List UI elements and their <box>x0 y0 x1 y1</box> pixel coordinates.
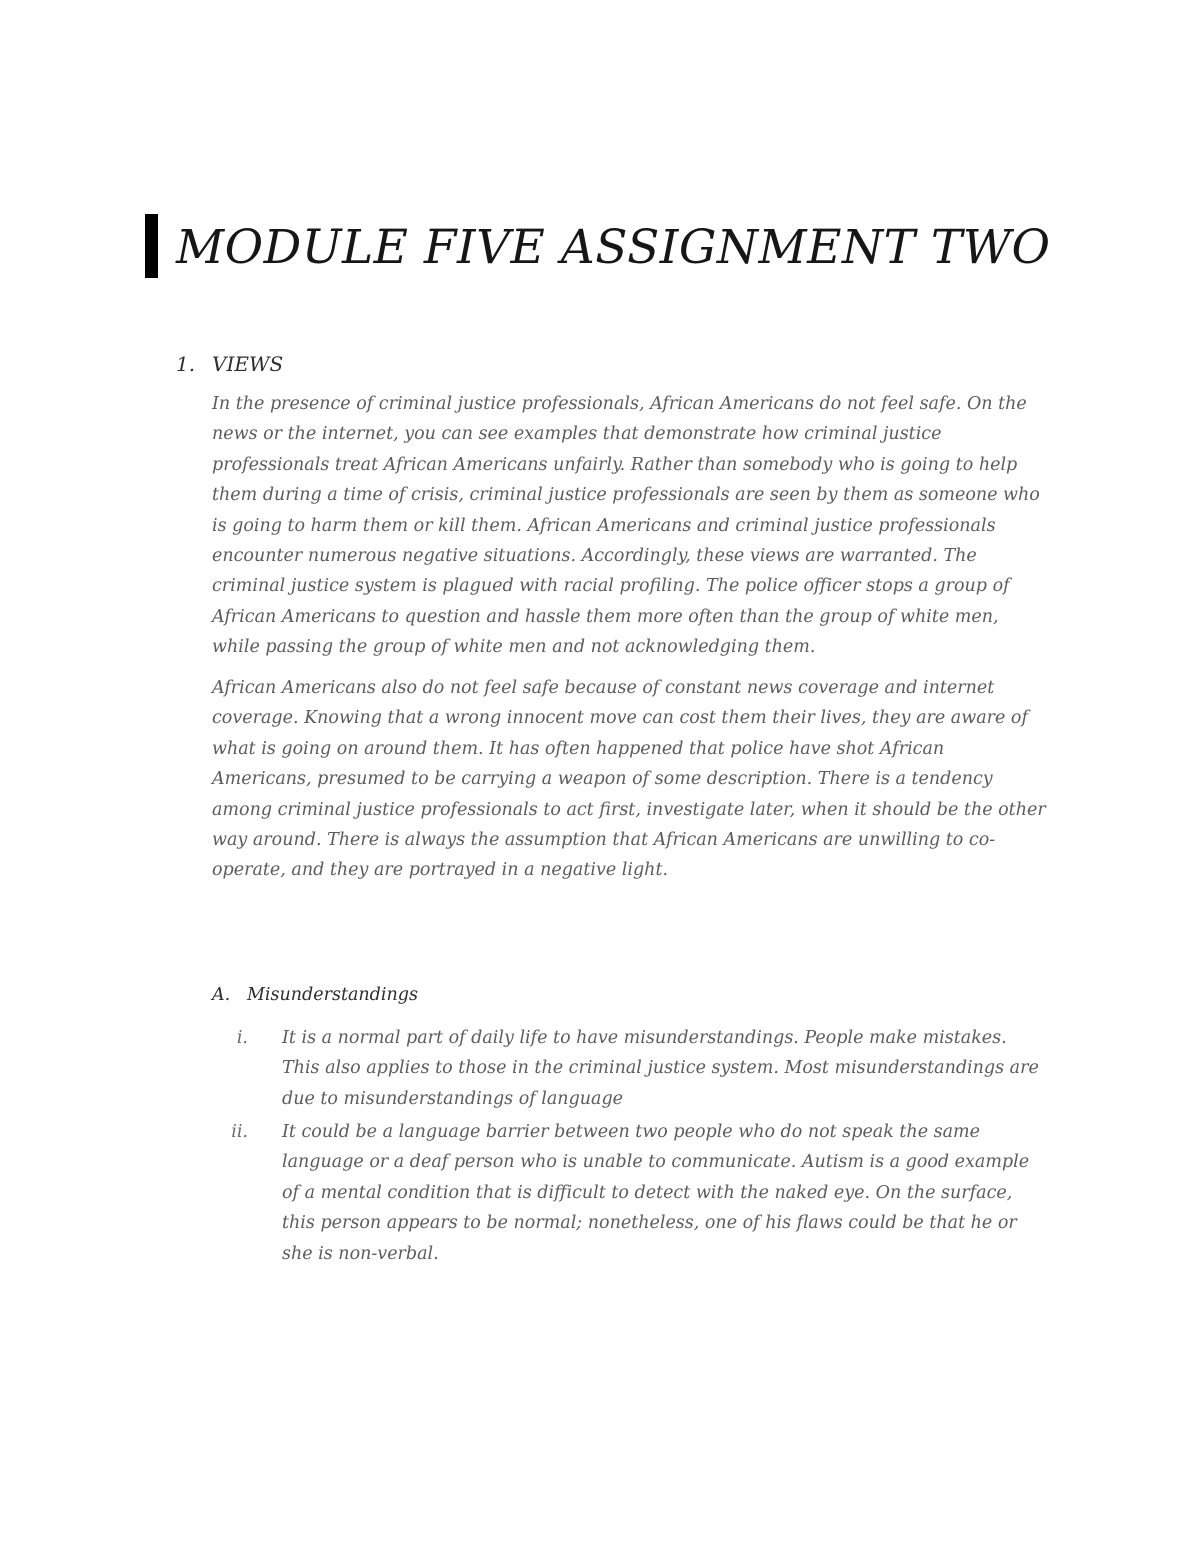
roman-list <box>212 1023 1042 1114</box>
title-accent-bar <box>145 214 158 278</box>
roman-list <box>212 1117 1042 1269</box>
subsection-heading <box>212 980 418 1010</box>
paragraph: African Americans also do not feel safe because of constant news coverage and internet coverage. Knowing that a wrong innocent move can cost them their lives, they are aware of what is going on around them. It has often happened that police have shot African Americans, presumed to be carrying a weapon of some description. There is a tendency among criminal justice professionals to act first, investigate later, when it should be the other way around. There is always the assumption that African Americans are unwilling to co-operate, and they are portrayed in a negative light. <box>212 678 1046 881</box>
section-views <box>176 348 1036 380</box>
section-heading <box>176 348 1036 380</box>
section-title: VIEWS <box>212 352 284 376</box>
list-item-text: It is a normal part of daily life to have misunderstandings. People make mistakes. This also applies to those in the criminal justice system. Most misunderstandings are due to misunderstandings of language <box>282 1028 1039 1109</box>
list-item-text: It could be a language barrier between two people who do not speak the same language or a deaf person who is unable to communicate. Autism is a good example of a mental condition that is difficult to detect with the naked eye. On the surface, this person appears to be normal; nonetheless, one of his flaws could be that he or she is non-verbal. <box>282 1122 1030 1264</box>
list-marker: ii. <box>231 1122 248 1142</box>
paragraph: In the presence of criminal justice professionals, African Americans do not feel safe. On the news or the internet, you can see examples that demonstrate how criminal justice professionals treat African Americans unfairly. Rather than somebody who is going to help them during a time of crisis, criminal justice professionals are seen by them as someone who is going to harm them or kill them. African Americans and criminal justice professionals encounter numerous negative situations. Accordingly, these views are warranted. The criminal justice system is plagued with racial profiling. The police officer stops a group of African Americans to question and hassle them more often than the group of white men, while passing the group of white men and not acknowledging them. <box>212 394 1040 658</box>
section-number: 1. <box>176 352 196 376</box>
subsection-letter: A. <box>212 985 231 1005</box>
list-marker: i. <box>236 1028 248 1048</box>
list-item <box>212 1023 1042 1114</box>
subsection-title: Misunderstandings <box>247 985 418 1005</box>
list-item <box>212 1117 1042 1269</box>
document-title: MODULE FIVE ASSIGNMENT TWO <box>176 220 1051 275</box>
